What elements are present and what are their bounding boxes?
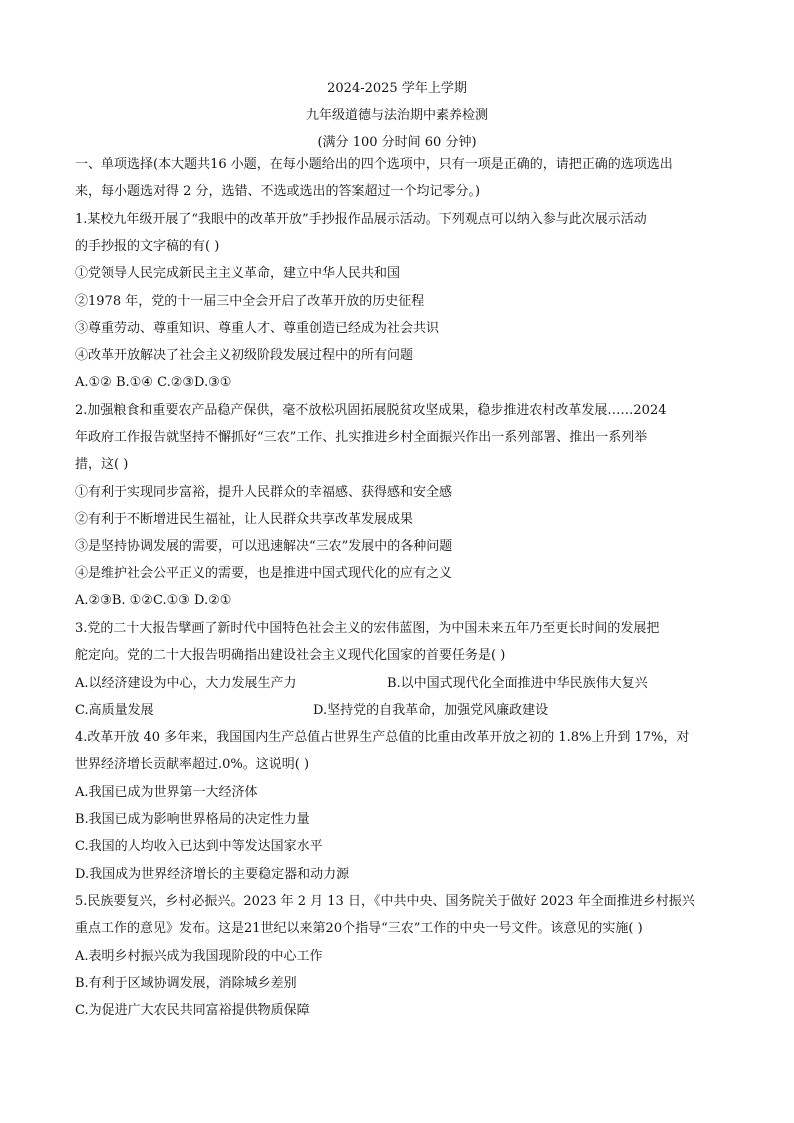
q1-stem-line-2: 的手抄报的文字稿的有( ) bbox=[75, 239, 220, 254]
q4-stem-line-1: 4.改革开放 40 多年来，我国国内生产总值占世界生产总值的比重由改革开放之初的 1.8%上升到 17%，对 bbox=[75, 730, 690, 745]
section-instruction-line-1: 一、单项选择(本大题共16 小题，在每小题给出的四个选项中，只有一项是正确的，请把正确的选项选出 bbox=[75, 157, 673, 172]
q2-statement-2: ②有利于不断增进民生福祉，让人民群众共享改革发展成果 bbox=[75, 512, 414, 527]
q2-stem-line-1: 2.加强粮食和重要农产品稳产保供，毫不放松巩固拓展脱贫攻坚成果，稳步推进农村改革发展……2024 bbox=[75, 403, 667, 418]
q4-stem-line-2: 世界经济增长贡献率超过.0%。这说明( ) bbox=[75, 757, 310, 772]
q4-option-a: A.我国已成为世界第一大经济体 bbox=[75, 785, 258, 800]
q2-statement-3: ③是坚持协调发展的需要，可以迅速解决“三农”发展中的各种问题 bbox=[75, 539, 453, 554]
q3-option-a: A.以经济建设为中心，大力发展生产力 bbox=[75, 676, 297, 691]
q4-option-c: C.我国的人均收入已达到中等发达国家水平 bbox=[75, 839, 323, 854]
q1-statement-3: ③尊重劳动、尊重知识、尊重人才、尊重创造已经成为社会共识 bbox=[75, 321, 440, 336]
q3-option-b: B.以中国式现代化全面推进中华民族伟大复兴 bbox=[387, 676, 648, 691]
q2-stem-line-3: 措，这( ) bbox=[75, 457, 129, 472]
q4-option-d: D.我国成为世界经济增长的主要稳定器和动力源 bbox=[75, 867, 350, 882]
q5-option-a: A.表明乡村振兴成为我国现阶段的中心工作 bbox=[75, 949, 323, 964]
q2-stem-line-2: 年政府工作报告就坚持不懈抓好“三农”工作、扎实推进乡村全面振兴作出一系列部署、推出一系列举 bbox=[75, 430, 648, 445]
q2-statement-4: ④是维护社会公平正义的需要，也是推进中国式现代化的应有之义 bbox=[75, 566, 453, 581]
q3-stem-line-2: 舵定向。党的二十大报告明确指出建设社会主义现代化国家的首要任务是( ) bbox=[75, 648, 506, 663]
exam-title: 九年级道德与法治期中素养检测 bbox=[305, 108, 488, 123]
q4-option-b: B.我国已成为影响世界格局的决定性力量 bbox=[75, 812, 310, 827]
q5-stem-line-1: 5.民族要复兴，乡村必振兴。2023 年 2 月 13 日，《中共中央、国务院关于做好 2023 年全面推进乡村振兴 bbox=[75, 894, 695, 909]
q2-statement-1: ①有利于实现同步富裕，提升人民群众的幸福感、获得感和安全感 bbox=[75, 485, 453, 500]
q5-option-c: C.为促进广大农民共同富裕提供物质保障 bbox=[75, 1003, 310, 1018]
q1-statement-2: ②1978 年，党的十一届三中全会开启了改革开放的历史征程 bbox=[75, 294, 425, 309]
q3-option-c: C.高质量发展 bbox=[75, 703, 154, 718]
q1-stem-line-1: 1.某校九年级开展了“我眼中的改革开放”手抄报作品展示活动。下列观点可以纳入参与此次展示活动 bbox=[75, 212, 647, 227]
q5-stem-line-2: 重点工作的意见》发布。这是21世纪以来第20个指导“三农”工作的中央一号文件。该意见的实施( ) bbox=[75, 921, 643, 936]
score-time-note: (满分 100 分时间 60 分钟) bbox=[317, 135, 477, 150]
q5-option-b: B.有利于区域协调发展，消除城乡差别 bbox=[75, 976, 297, 991]
q1-options: A.①② B.①④ C.②③D.③① bbox=[75, 375, 232, 390]
q1-statement-4: ④改革开放解决了社会主义初级阶段发展过程中的所有问题 bbox=[75, 348, 414, 363]
section-instruction-line-2: 来，每小题选对得 2 分，选错、不选或选出的答案超过一个均记零分。) bbox=[75, 184, 481, 199]
q3-stem-line-1: 3.党的二十大报告擘画了新时代中国特色社会主义的宏伟蓝图，为中国未来五年乃至更长时间的发展把 bbox=[75, 621, 660, 636]
school-year: 2024-2025 学年上学期 bbox=[327, 81, 467, 96]
q1-statement-1: ①党领导人民完成新民主主义革命，建立中华人民共和国 bbox=[75, 266, 401, 281]
q2-options: A.②③B. ①②C.①③ D.②① bbox=[75, 593, 232, 608]
q3-option-d: D.坚持党的自我革命，加强党风廉政建设 bbox=[313, 703, 549, 718]
